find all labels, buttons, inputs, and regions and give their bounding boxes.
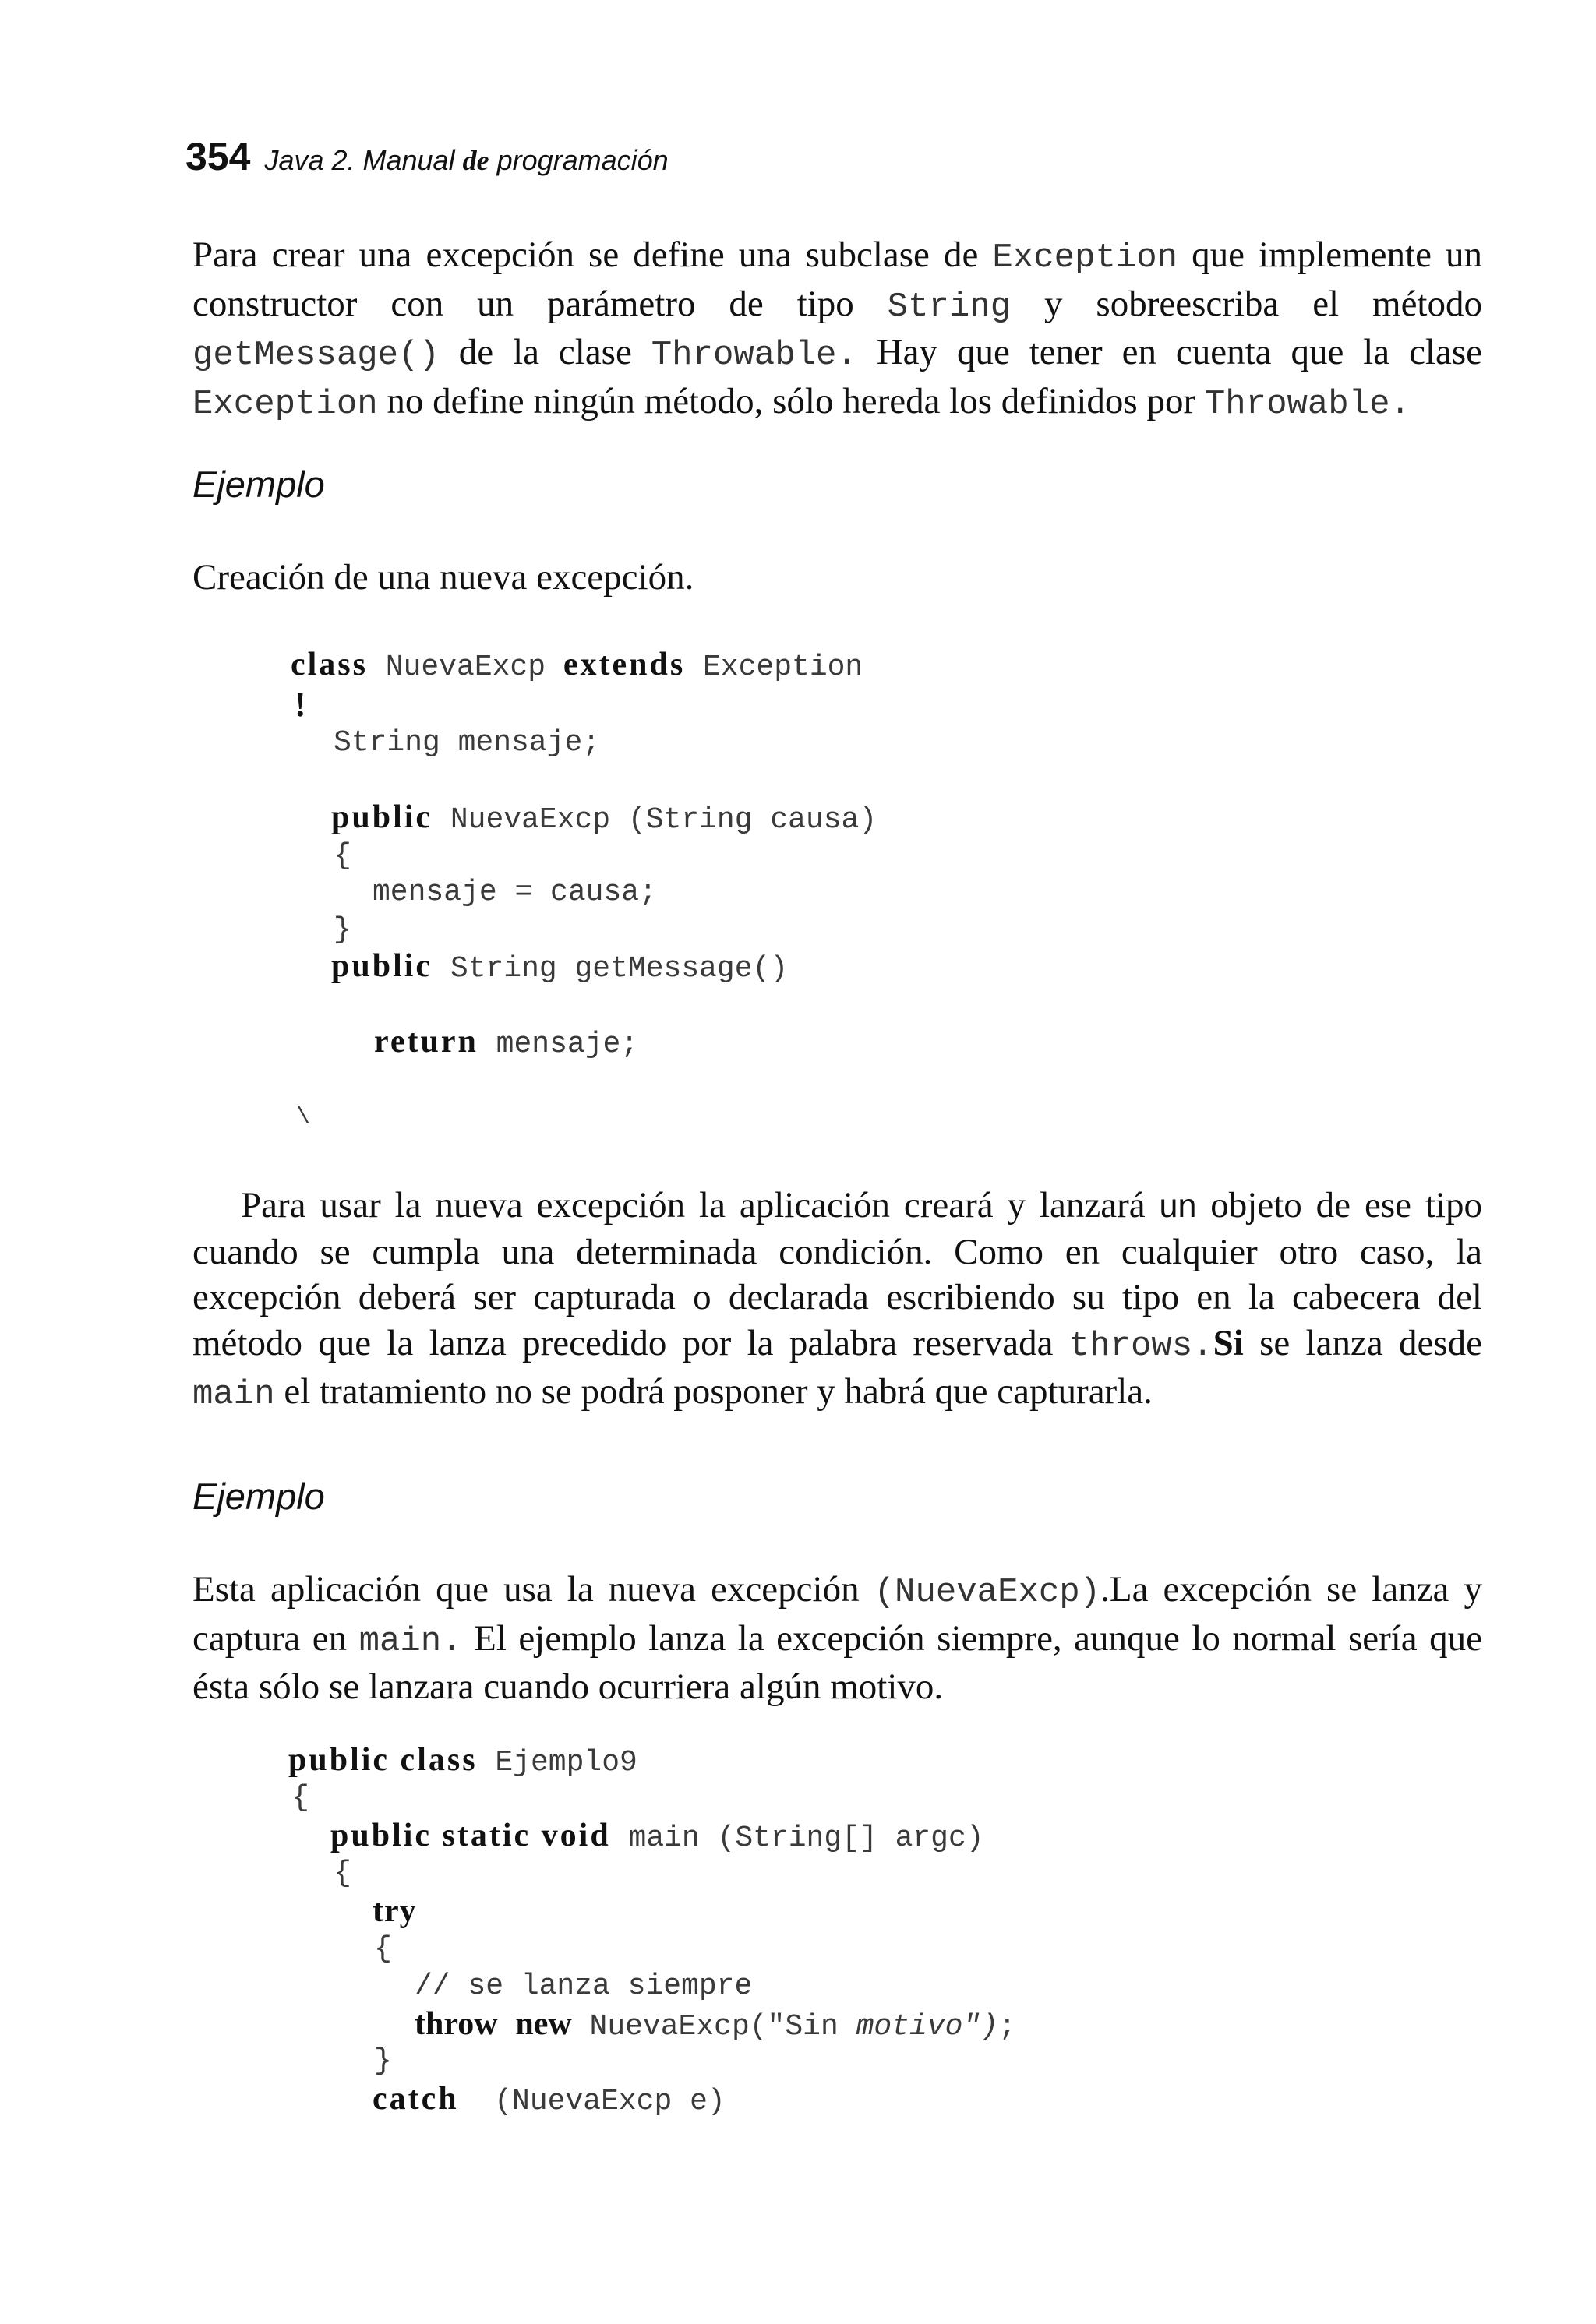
running-title: Java 2. Manual de programación [264, 144, 669, 176]
code-line: return mensaje; [374, 1024, 639, 1061]
code-line: public NuevaExcp (String causa) [331, 799, 877, 837]
code-line: // se lanza siempre [415, 1970, 753, 2003]
paragraph-example-2-intro: Esta aplicación que usa la nueva excepción (NuevaExcp).La excepción se lanza y captura en main. El ejemplo lanza la excepción siempre, aunque lo normal sería que ésta sólo se lanzara cuando ocurriera algún motivo. [192, 1569, 1482, 1707]
code-line: \ [296, 1104, 311, 1130]
code-line: public String getMessage() [331, 948, 789, 986]
paragraph-usage: Para usar la nueva excepción la aplicación creará y lanzará un objeto de ese tipo cuando se cumpla una determinada condición. Como en cualquier otro caso, la excepción deberá ser capturada o declarada escribiendo su tipo en la cabecera del método que la lanza precedido por la palabra reservada throws.Si se lanza desde main el tratamiento no se podrá posponer y habrá que capturarla. [192, 1185, 1482, 1414]
code-line: { [334, 1857, 351, 1890]
section-heading-ejemplo-1: Ejemplo [192, 464, 325, 505]
code-line: ! [295, 686, 306, 724]
code-line: public static void main (String[] argc) [330, 1818, 984, 1855]
code-line: catch (NuevaExcp e) [373, 2081, 726, 2118]
code-line: throw new NuevaExcp("Sin motivo"); [415, 2006, 1016, 2044]
code-line: } [374, 2044, 392, 2078]
page-number: 354 [185, 135, 251, 178]
code-line: { [334, 839, 351, 873]
code-line: { [291, 1781, 309, 1814]
code-line: public class Ejemplo9 [288, 1742, 637, 1779]
code-line: String mensaje; [334, 726, 601, 760]
paragraph-intro: Para crear una excepción se define una subclase de Exception que implemente un constructor con un parámetro de tipo String y sobreescriba el método getMessage() de la clase Throwable. Hay que tener en cuenta que la clase Exception no define ningún método, sólo hereda los definidos por Throwable. [192, 235, 1483, 424]
code-line: class NuevaExcp extends Exception [291, 647, 863, 684]
running-header [185, 134, 669, 179]
code-line: } [334, 913, 351, 947]
code-line: mensaje = causa; [373, 876, 657, 909]
code-line: try [373, 1893, 417, 1929]
section-heading-ejemplo-2: Ejemplo [192, 1476, 325, 1517]
example-1-intro: Creación de una nueva excepción. [192, 557, 694, 598]
code-line: { [374, 1932, 392, 1966]
